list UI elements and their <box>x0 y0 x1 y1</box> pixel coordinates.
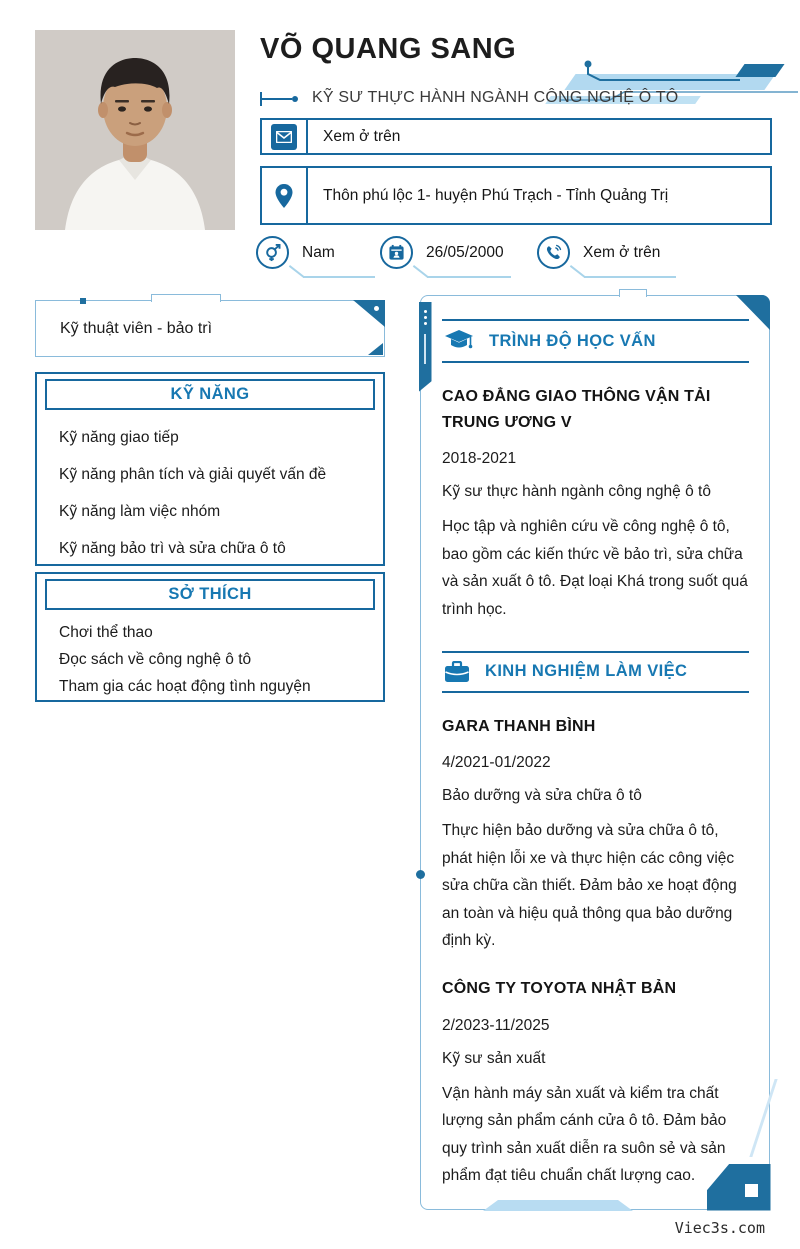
hobby-item: Chơi thể thao <box>59 624 153 641</box>
hobbies-list <box>37 624 383 696</box>
gender-icon <box>256 236 289 269</box>
profile-photo <box>35 30 235 230</box>
briefcase-icon <box>444 661 470 683</box>
skill-item: Kỹ năng bảo trì và sửa chữa ô tô <box>59 540 286 557</box>
experience-period: 4/2021-01/2022 <box>442 754 551 772</box>
experience-description: Thực hiện bảo dưỡng và sửa chữa ô tô, phát hiện lỗi xe và thực hiện các công việc sửa chữa cần thiết. Đảm bảo xe hoạt động an toàn và hiệu quả thông qua bảo dưỡng định kỳ. <box>442 822 737 950</box>
experience-entry <box>442 976 749 1190</box>
birthday-value: 26/05/2000 <box>426 243 504 261</box>
graduation-cap-icon <box>444 329 474 353</box>
skills-section <box>35 372 385 566</box>
email-field <box>260 118 772 155</box>
hobbies-title: SỞ THÍCH <box>45 579 375 610</box>
experience-description: Vận hành máy sản xuất và kiểm tra chất lượng sản phẩm cánh cửa ô tô. Đảm bảo quy trình sản xuất diễn ra suôn sẻ và sản phẩm đạt tiêu chuẩn chất lượng cao. <box>442 1084 727 1185</box>
phone-item <box>537 236 660 269</box>
gender-value: Nam <box>302 243 335 261</box>
section-rule <box>442 691 749 693</box>
deco-corner-triangle <box>353 300 385 327</box>
company-name: GARA THANH BÌNH <box>442 717 596 735</box>
experience-role: Bảo dưỡng và sửa chữa ô tô <box>442 787 642 805</box>
applied-position-value: Kỹ thuật viên - bảo trì <box>60 319 213 337</box>
deco-bottom-trapezoid <box>483 1200 633 1211</box>
subtitle-left-decoration <box>260 96 300 106</box>
main-panel <box>420 295 770 1210</box>
experience-period: 2/2023-11/2025 <box>442 1016 550 1034</box>
skill-item: Kỹ năng phân tích và giải quyết vấn đề <box>59 466 327 483</box>
education-description: Học tập và nghiên cứu về công nghệ ô tô, bao gồm các kiến thức về bảo trì, sửa chữa và sản xuất ô tô. Đạt loại Khá trong suốt quá trình học. <box>442 518 748 618</box>
calendar-icon <box>380 236 413 269</box>
deco-corner-small <box>368 343 383 355</box>
site-brand: Viec3s.com <box>674 1219 765 1237</box>
experience-role: Kỹ sư sản xuất <box>442 1049 546 1067</box>
deco-notch <box>151 294 221 302</box>
education-major: Kỹ sư thực hành ngành công nghệ ô tô <box>442 483 711 501</box>
personal-info-row <box>0 236 800 286</box>
education-header <box>442 321 749 361</box>
map-pin-icon <box>274 183 294 209</box>
candidate-job-title: KỸ SƯ THỰC HÀNH NGÀNH CÔNG NGHỆ Ô TÔ <box>312 89 679 106</box>
skills-list <box>37 429 383 558</box>
address-value: Thôn phú lộc 1- huyện Phú Trạch - Tỉnh Quảng Trị <box>323 186 669 204</box>
deco-square <box>80 298 86 304</box>
hobbies-section <box>35 572 385 702</box>
hobby-item: Tham gia các hoạt động tình nguyện <box>59 678 311 695</box>
school-name: CAO ĐẲNG GIAO THÔNG VẬN TẢI TRUNG ƯƠNG V <box>442 388 711 431</box>
education-entry <box>442 384 749 624</box>
skill-item: Kỹ năng làm việc nhóm <box>59 503 221 520</box>
job-title-row <box>260 84 800 114</box>
email-icon-cell <box>262 120 306 153</box>
candidate-name: VÕ QUANG SANG <box>260 33 517 65</box>
hobby-item: Đọc sách về công nghệ ô tô <box>59 651 252 668</box>
gender-item <box>256 236 335 269</box>
deco-corner-dot <box>374 306 379 311</box>
address-icon-cell <box>262 168 306 223</box>
spacer <box>442 624 749 651</box>
skills-title: KỸ NĂNG <box>45 379 375 410</box>
phone-value: Xem ở trên <box>583 243 661 261</box>
applied-position-box <box>35 300 385 357</box>
experience-header <box>442 653 749 691</box>
skill-item: Kỹ năng giao tiếp <box>59 429 179 446</box>
phone-icon <box>537 236 570 269</box>
education-title: TRÌNH ĐỘ HỌC VẤN <box>489 331 656 350</box>
portrait-illustration <box>35 30 235 230</box>
address-field <box>260 166 772 225</box>
experience-entry <box>442 714 749 955</box>
birthday-item <box>380 236 504 269</box>
education-period: 2018-2021 <box>442 450 517 468</box>
experience-title: KINH NGHIỆM LÀM VIỆC <box>485 662 688 680</box>
deco-dot <box>292 96 298 102</box>
email-value: Xem ở trên <box>323 127 401 145</box>
envelope-icon <box>271 124 297 150</box>
deco-line <box>262 98 292 100</box>
company-name: CÔNG TY TOYOTA NHẬT BẢN <box>442 979 677 997</box>
section-rule <box>442 361 749 363</box>
panel-content <box>421 296 769 1190</box>
